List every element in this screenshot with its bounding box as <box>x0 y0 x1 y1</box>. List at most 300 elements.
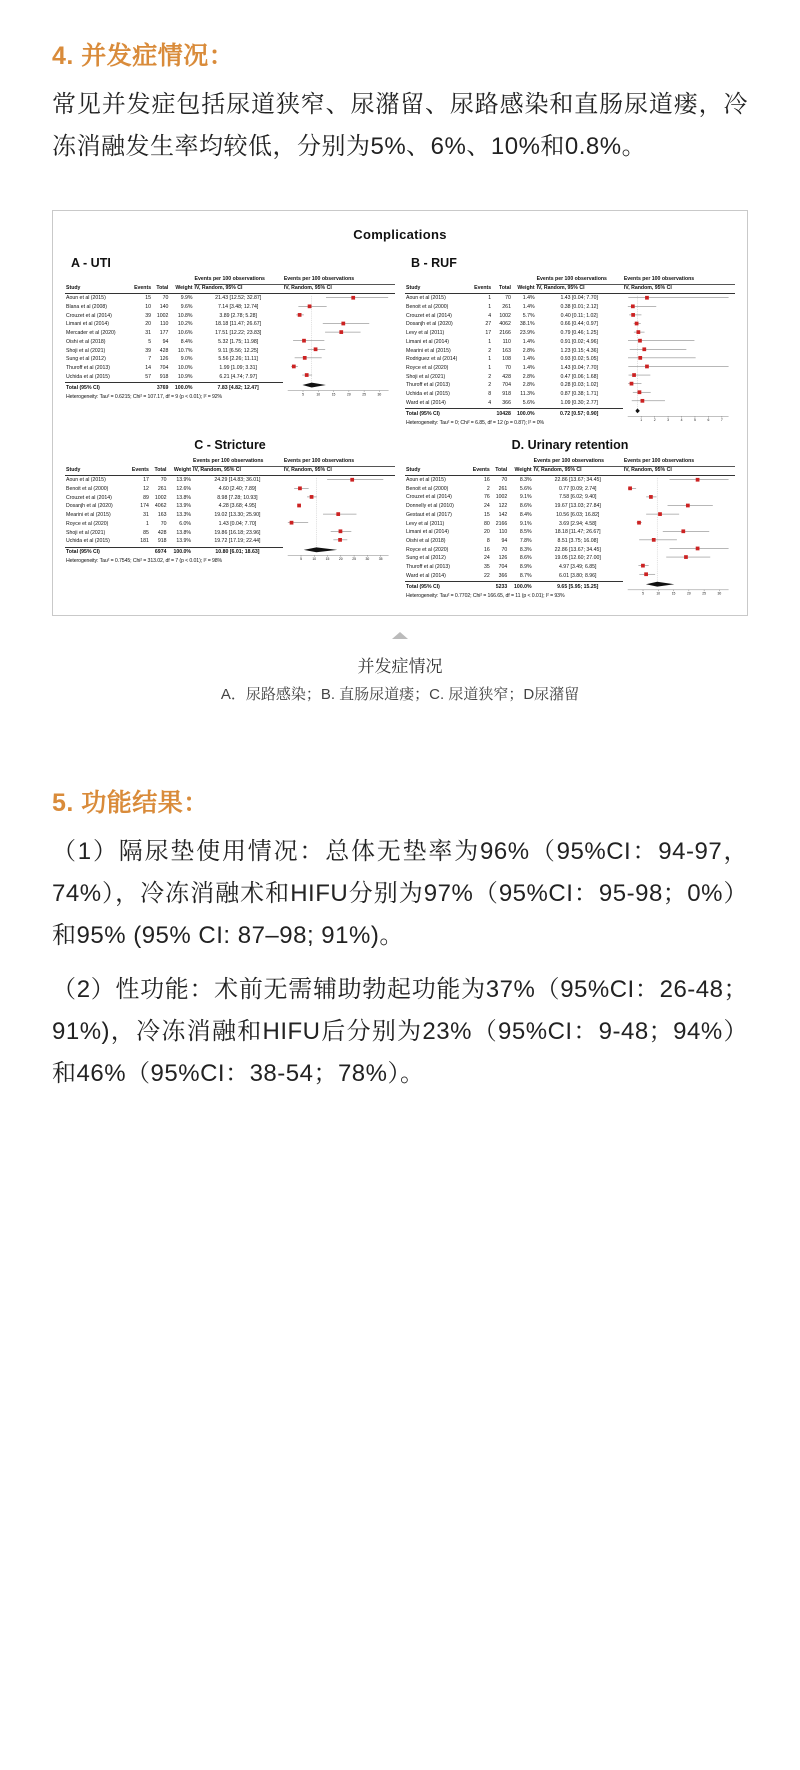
cell-weight: 8.9% <box>519 564 532 571</box>
cell-events: 31 <box>143 512 149 519</box>
cell-ci: 0.66 [0.44; 0.97] <box>560 321 598 328</box>
panel-d-label: D. Urinary retention <box>511 437 629 452</box>
cell-ci: 4.60 [2.40; 7.89] <box>218 485 257 492</box>
cell-weight: 8.4% <box>519 511 532 518</box>
col-header: Events <box>467 466 491 475</box>
svg-text:5: 5 <box>301 392 304 397</box>
cell-study: Uchida et al (2015) <box>66 538 110 545</box>
cell-ci: 1.09 [0.30; 2.77] <box>560 399 598 406</box>
cell-total: 110 <box>498 529 508 536</box>
cell-total: 70 <box>160 476 167 483</box>
cell-study: Limani et al (2014) <box>406 529 449 536</box>
cell-ci: 22.86 [13.67; 34.45] <box>554 546 601 553</box>
cell-events: 24 <box>484 555 490 562</box>
cell-study: Uchida et al (2015) <box>66 374 110 381</box>
cell-events: 2 <box>486 485 490 492</box>
cell-events: 12 <box>143 485 149 492</box>
cell-events: 27 <box>485 321 492 328</box>
cell-total: 1002 <box>156 312 169 319</box>
cell-total: 126 <box>498 555 508 562</box>
svg-text:7: 7 <box>720 418 723 423</box>
cell-weight: 8.6% <box>519 555 532 562</box>
cell-events: 15 <box>484 511 490 518</box>
cell-total-ci: 10.80 [6.01; 18.63] <box>192 547 283 558</box>
cell-study: Donnelly et al (2010) <box>406 503 454 510</box>
table-row <box>405 476 735 485</box>
panel-a-label: A - UTI <box>71 256 111 270</box>
panel-a-table-slot <box>65 276 395 402</box>
cell-weight: 8.5% <box>519 529 532 536</box>
cell-study: Limani et al (2014) <box>66 321 109 328</box>
panel-d-retention <box>405 434 735 601</box>
cell-study: Benoit et al (2000) <box>406 485 449 492</box>
cell-study: Benoit et al (2000) <box>66 485 109 492</box>
cell-ci: 19.72 [17.19; 22.44] <box>214 538 261 545</box>
cell-ci: 1.43 [0.04; 7.70] <box>218 520 257 527</box>
cell-study: Mearini et al (2015) <box>406 347 451 354</box>
cell-total: 918 <box>159 374 169 381</box>
cell-events: 10 <box>145 303 152 310</box>
cell-ci: 0.40 [0.11; 1.02] <box>560 312 598 319</box>
cell-study: Crouzet et al (2014) <box>406 494 452 501</box>
cell-study: Aoun et al (2015) <box>406 476 446 483</box>
cell-weight: 13.8% <box>176 529 192 536</box>
cell-total: 142 <box>498 511 508 518</box>
cell-study: Crouzet et al (2014) <box>406 312 452 319</box>
figure-caption <box>52 653 748 707</box>
cell-total: 108 <box>502 356 511 363</box>
section-4-paragraph: 常见并发症包括尿道狭窄、尿潴留、尿路感染和直肠尿道瘘，冷冻消融发生率均较低，分别为5%、6%、10%和0.8%。 <box>52 91 748 160</box>
cell-events: 2 <box>488 347 492 354</box>
cell-weight: 10.2% <box>177 321 193 328</box>
cell-ci: 0.47 [0.06; 1.68] <box>560 373 598 380</box>
cell-events: 35 <box>484 564 490 571</box>
cell-total-n: 3769 <box>152 383 169 394</box>
cell-events: 20 <box>145 321 152 328</box>
cell-weight: 1.4% <box>522 303 535 310</box>
cell-study: Ward et al (2014) <box>406 572 446 579</box>
cell-ci: 8.98 [7.28; 10.93] <box>217 494 258 501</box>
table-row <box>65 476 395 485</box>
svg-text:2: 2 <box>653 418 656 423</box>
cell-events: 8 <box>488 391 492 398</box>
cell-weight: 8.4% <box>180 338 193 345</box>
svg-text:30: 30 <box>377 392 382 397</box>
svg-text:10: 10 <box>312 557 316 562</box>
cell-events: 1 <box>488 338 492 345</box>
cell-weight: 8.3% <box>519 546 532 553</box>
cell-total: 110 <box>502 338 511 345</box>
cell-total-label: Total (95% CI) <box>405 408 469 419</box>
col-header: Events <box>126 466 150 475</box>
col-header: IV, Random, 95% CI <box>533 466 623 475</box>
cell-weight: 8.6% <box>519 503 532 510</box>
panel-c-stricture <box>65 434 395 601</box>
cell-study: Dosanjh et al (2020) <box>406 321 453 328</box>
cell-ci: 0.77 [0.09; 2.74] <box>558 485 597 492</box>
cell-weight: 2.8% <box>522 382 535 389</box>
cell-weight: 10.9% <box>177 374 193 381</box>
cell-ci: 1.23 [0.15; 4.36] <box>560 347 598 354</box>
cell-total-weight: 100.0% <box>508 581 532 592</box>
forest-table: Events per 100 observations Events per 100 observations Study Events Total Weight IV, Random, 95% CI IV, Random, 95% CI Aoun et al (2015) 15 70 9.9% 21.43 [12.52; 32.87] 5 10 15 20 25 30 Blana et al (2008) 10 140 9.6% 7.14 [3.48; 12.74] Crouzet et al (2014) 39 1002 10.8% 3.89 [2.78; 5.28] Limani et al (2014) 20 110 10.2% 18.18 [11.47; 26.67] Mercader et al (2020) 31 177 10.6% 17.51 [12.22; 23.83] Oishi et al (2018) 5 94 8.4% 5.32 [1.75; 11.98] Shoji et al (2021) 39 428 10.7% 9.11 [6.56; 12.25] Sung et al (2012) 7 126 9.0% 5.56 [2.26; 11.11] Thuroff et al (2013) 14 704 10.0% 1.99 [1.09; 3.31] Uchida et al (2015) 57 918 10.9% 6.21 [4.74; 7.97] Total (95% CI) 3769 100.0% 7.83 [4.82; 12.47] Heterogeneity: Tau² = 0.6215; Chi² = 107.17, df = 9 (p < 0.01); I² = 92% <box>65 276 395 402</box>
cell-total: 1002 <box>499 312 511 319</box>
cell-events: 89 <box>143 494 149 501</box>
svg-text:20: 20 <box>338 557 343 562</box>
cell-weight: 13.3% <box>176 512 192 519</box>
cell-ci: 6.01 [3.80; 8.96] <box>558 572 597 579</box>
table-row <box>405 294 735 303</box>
cell-events: 16 <box>484 546 490 553</box>
cell-ci: 4.97 [3.49; 6.85] <box>558 564 597 571</box>
cell-total-n: 5233 <box>491 581 508 592</box>
svg-text:5: 5 <box>641 591 644 596</box>
cell-total-ci: 0.72 [0.57; 0.90] <box>536 408 623 419</box>
cell-ci: 8.51 [3.75; 16.08] <box>557 537 598 544</box>
cell-total: 704 <box>159 365 169 372</box>
cell-weight: 8.3% <box>519 476 532 483</box>
cell-total: 918 <box>502 391 511 398</box>
cell-weight: 2.8% <box>522 373 535 380</box>
cell-weight: 10.6% <box>177 330 193 337</box>
cell-total-weight: 100.0% <box>169 383 193 394</box>
svg-text:5: 5 <box>299 557 302 562</box>
cell-study: Aoun et al (2015) <box>66 295 106 302</box>
cell-ci: 17.51 [12.22; 23.83] <box>215 330 262 337</box>
forest-plot <box>623 294 735 428</box>
cell-events: 2 <box>488 373 492 380</box>
cell-events: 8 <box>486 537 490 544</box>
cell-ci: 0.28 [0.03; 1.02] <box>560 382 598 389</box>
cell-weight: 23.9% <box>519 330 535 337</box>
svg-text:10: 10 <box>656 591 660 596</box>
cell-weight: 11.3% <box>520 391 535 398</box>
svg-text:25: 25 <box>702 591 706 596</box>
col-header: IV, Random, 95% CI <box>283 285 395 294</box>
cell-study: Blana et al (2008) <box>66 303 107 310</box>
cell-total: 94 <box>501 537 508 544</box>
cell-study: Royce et al (2020) <box>406 364 449 371</box>
cell-total: 163 <box>157 512 167 519</box>
forest-plot <box>283 476 395 567</box>
cell-total: 261 <box>498 485 508 492</box>
cell-events: 85 <box>143 529 149 536</box>
cell-weight: 8.7% <box>519 572 532 579</box>
cell-study: Uchida et al (2015) <box>406 391 450 398</box>
cell-ci: 0.38 [0.01; 2.12] <box>560 303 598 310</box>
cell-ci: 19.02 [13.30; 25.90] <box>214 512 261 519</box>
cell-total: 140 <box>159 303 169 310</box>
cell-total-n: 6974 <box>150 547 168 558</box>
col-header: Weight <box>169 285 193 294</box>
cell-total-label: Total (95% CI) <box>405 581 467 592</box>
cell-ci: 0.79 [0.46; 1.25] <box>560 330 598 337</box>
col-header: Total <box>150 466 168 475</box>
svg-text:25: 25 <box>352 557 356 562</box>
cell-total-weight: 100.0% <box>512 408 536 419</box>
cell-weight: 6.0% <box>179 520 192 527</box>
cell-events: 76 <box>484 494 490 501</box>
cell-study: Oishi et al (2018) <box>66 338 106 345</box>
panel-b-table-slot <box>405 276 735 428</box>
cell-study: Mearini et al (2015) <box>66 512 111 519</box>
cell-total: 704 <box>502 382 511 389</box>
cell-events: 22 <box>484 572 490 579</box>
cell-study: Royce et al (2020) <box>406 546 449 553</box>
cell-events: 1 <box>488 303 492 310</box>
cell-ci: 0.91 [0.02; 4.96] <box>560 338 598 345</box>
cell-events: 4 <box>488 312 492 319</box>
cell-total: 110 <box>160 321 169 328</box>
cell-events: 7 <box>148 356 152 363</box>
cell-ci: 3.69 [2.94; 4.58] <box>558 520 597 527</box>
cell-study: Limani et al (2014) <box>406 338 449 345</box>
cell-total: 4062 <box>499 321 511 328</box>
cell-weight: 1.4% <box>522 338 535 345</box>
col-header: Study <box>405 285 469 294</box>
cell-total-label: Total (95% CI) <box>65 547 126 558</box>
svg-text:15: 15 <box>325 557 330 562</box>
panel-d-table-slot <box>405 458 735 601</box>
cell-ci: 7.58 [6.02; 9.40] <box>558 494 597 501</box>
cell-events: 1 <box>146 520 149 527</box>
cell-study: Crouzet et al (2014) <box>66 494 112 501</box>
cell-total: 261 <box>157 485 167 492</box>
cell-ci: 24.29 [14.83; 36.01] <box>214 476 261 483</box>
cell-ci: 5.56 [2.26; 11.11] <box>218 356 258 363</box>
cell-weight: 13.9% <box>176 503 192 510</box>
cell-ci: 1.43 [0.04; 7.70] <box>560 364 598 371</box>
forest-table: Events per 100 observations Events per 100 observations Study Events Total Weight IV, Random, 95% CI IV, Random, 95% CI Aoun et al (2015) 17 70 13.9% 24.29 [14.83; 36.01] 5 10 15 20 25 30 35 Benoit et al (2000) 12 261 12.6% 4.60 [2.40; 7.89] Crouzet et al (2014) 89 1002 13.8% 8.98 [7.28; 10.93] Dosanjh et al (2020) 174 4062 13.9% 4.28 [3.68; 4.95] Mearini et al (2015) 31 163 13.3% 19.02 [13.30; 25.90] Royce et al (2020) 1 70 6.0% 1.43 [0.04; 7.70] Shoji et al (2021) 85 428 13.8% 19.86 [16.18; 23.96] Uchida et al (2015) 181 918 13.9% 19.72 [17.19; 22.44] Total (95% CI) 6974 100.0% 10.80 [6.01; 18.63] Heterogeneity: Tau² = 0.7545; Chi² = 313.02, df = 7 (p < 0.01); I² = 98% <box>65 458 395 567</box>
cell-events: 1 <box>488 364 492 371</box>
cell-study: Sung et al (2012) <box>66 356 106 363</box>
cell-weight: 1.4% <box>522 295 535 302</box>
cell-study: Gestaut et al (2017) <box>406 511 452 518</box>
cell-ci: 5.32 [1.75; 11.98] <box>218 338 259 345</box>
cell-total: 261 <box>502 303 511 310</box>
cell-study: Ward et al (2014) <box>406 399 446 406</box>
cell-total: 94 <box>162 338 169 345</box>
cell-total: 1002 <box>154 494 167 501</box>
col-header: IV, Random, 95% CI <box>623 285 735 294</box>
cell-total: 366 <box>498 572 508 579</box>
heterogeneity-text: Heterogeneity: Tau² = 0.6215; Chi² = 107.17, df = 9 (p < 0.01); I² = 92% <box>66 393 223 400</box>
col-header: IV, Random, 95% CI <box>283 466 395 475</box>
cell-total: 70 <box>505 364 511 371</box>
cell-weight: 1.4% <box>522 356 535 363</box>
cell-total: 122 <box>498 503 508 510</box>
cell-events: 16 <box>484 476 490 483</box>
forest-plot <box>283 294 395 402</box>
table-row <box>65 294 395 303</box>
svg-text:10: 10 <box>316 392 320 397</box>
cell-total-events <box>126 547 150 558</box>
cell-events: 174 <box>140 503 149 510</box>
cell-study: Dosanjh et al (2020) <box>66 503 113 510</box>
forest-table: Events per 100 observations Events per 100 observations Study Events Total Weight IV, Random, 95% CI IV, Random, 95% CI Aoun et al (2015) 1 70 1.4% 1.43 [0.04; 7.70] 1 2 3 4 5 6 7 Benoit et al (2000) 1 261 1.4% 0.38 [0.01; 2.12] Crouzet et al (2014) 4 1002 5.7% 0.40 [0.11; 1.02] Dosanjh et al (2020) 27 4062 38.1% 0.66 [0.44; 0.97] Levy et al (2011) 17 2166 23.9% 0.79 [0.46; 1.25] Limani et al (2014) 1 110 1.4% 0.91 [0.02; 4.96] Mearini et al (2015) 2 163 2.8% 1.23 [0.15; 4.36] Rodriguez et al (2014) 1 108 1.4% 0.93 [0.02; 5.05] Royce et al (2020) 1 70 1.4% 1.43 [0.04; 7.70] Shoji et al (2021) 2 428 2.8% 0.47 [0.06; 1.68] Thuroff et al (2013) 2 704 2.8% 0.28 [0.03; 1.02] Uchida et al (2015) 8 918 11.3% 0.87 [0.38; 1.71] Ward et al (2014) 4 366 5.6% 1.09 [0.30; 2.77] Total (95% CI) 10428 100.0% 0.72 [0.57; 0.90] Heterogeneity: Tau² = 0; Chi² = 6.85, df = 12 (p = 0.87); I² = 0% <box>405 276 735 428</box>
svg-text:15: 15 <box>671 591 676 596</box>
cell-ci: 7.14 [3.48; 12.74] <box>217 303 259 310</box>
cell-ci: 0.87 [0.38; 1.71] <box>560 391 598 398</box>
cell-weight: 5.6% <box>519 485 532 492</box>
cell-weight: 5.6% <box>522 399 535 406</box>
cell-study: Royce et al (2020) <box>66 520 109 527</box>
cell-total: 4062 <box>154 503 167 510</box>
cell-study: Mercader et al (2020) <box>66 330 116 337</box>
cell-study: Thuroff et al (2013) <box>406 564 451 571</box>
cell-total: 177 <box>159 330 169 337</box>
panel-b-ruf <box>405 252 735 428</box>
cell-total: 70 <box>501 476 508 483</box>
cell-ci: 22.86 [13.67; 34.45] <box>554 476 601 483</box>
cell-total: 704 <box>498 564 508 571</box>
cell-weight: 9.1% <box>519 520 532 527</box>
cell-weight: 10.8% <box>177 312 193 319</box>
cell-events: 17 <box>485 330 492 337</box>
svg-text:30: 30 <box>717 591 722 596</box>
cell-study: Benoit et al (2000) <box>406 303 449 310</box>
svg-text:30: 30 <box>365 557 370 562</box>
cell-total-ci: 7.83 [4.82; 12.47] <box>194 383 283 394</box>
forest-plot <box>623 476 735 601</box>
figure-complications <box>52 210 748 616</box>
svg-text:4: 4 <box>680 418 683 423</box>
figure-title: Complications <box>353 227 447 242</box>
panel-b-label: B - RUF <box>411 256 457 270</box>
cell-ci: 6.21 [4.74; 7.97] <box>219 374 257 381</box>
cell-ci: 4.28 [3.68; 4.95] <box>218 503 257 510</box>
cell-weight: 13.8% <box>176 494 192 501</box>
cell-study: Rodriguez et al (2014) <box>406 356 458 363</box>
cell-total: 163 <box>502 347 511 354</box>
cell-weight: 10.0% <box>177 365 193 372</box>
cell-study: Thuroff et al (2013) <box>406 382 451 389</box>
cell-events: 31 <box>145 330 152 337</box>
cell-ci: 18.18 [11.47; 26.67] <box>215 321 262 328</box>
col-header: Weight <box>508 466 532 475</box>
cell-ci: 10.56 [6.03; 16.82] <box>556 511 600 518</box>
forest-panel-grid <box>65 252 735 601</box>
cell-total: 918 <box>157 538 167 545</box>
cell-total-weight: 100.0% <box>167 547 192 558</box>
cell-total: 70 <box>505 295 511 302</box>
cell-ci: 21.43 [12.52; 32.87] <box>215 295 262 302</box>
cell-events: 1 <box>488 356 492 363</box>
cell-weight: 1.4% <box>522 364 535 371</box>
cell-total: 126 <box>159 356 169 363</box>
cell-weight: 13.9% <box>176 476 192 483</box>
cell-ci: 1.43 [0.04; 7.70] <box>560 295 598 302</box>
svg-text:3: 3 <box>666 418 669 423</box>
cell-weight: 9.6% <box>180 303 193 310</box>
cell-study: Oishi et al (2018) <box>406 537 446 544</box>
cell-events: 5 <box>148 338 152 345</box>
cell-total-events <box>467 581 491 592</box>
cell-total: 428 <box>159 347 169 354</box>
col-header: Weight <box>512 285 536 294</box>
cell-total-ci: 9.65 [5.95; 15.25] <box>533 581 623 592</box>
cell-study: Levy et al (2011) <box>406 330 445 337</box>
cell-events: 80 <box>484 520 490 527</box>
collapse-caret-icon[interactable] <box>392 632 408 639</box>
heterogeneity-text: Heterogeneity: Tau² = 0.7702; Chi² = 166.65, df = 11 (p < 0.01); I² = 93% <box>406 592 565 599</box>
col-header: IV, Random, 95% CI <box>194 285 283 294</box>
cell-total-n: 10428 <box>492 408 512 419</box>
col-header: Total <box>491 466 508 475</box>
cell-ci: 19.05 [12.60; 27.00] <box>554 555 601 562</box>
cell-events: 20 <box>484 529 490 536</box>
cell-weight: 7.8% <box>519 537 532 544</box>
cell-study: Aoun et al (2015) <box>406 295 446 302</box>
col-header: Events <box>469 285 492 294</box>
section-5-paragraph-2: （2）性功能：术前无需辅助勃起功能为37%（95%CI：26-48；91%)，冷冻消融和HIFU后分别为23%（95%CI：9-48；94%）和46%（95%CI：38-54；78%）。 <box>52 976 748 1088</box>
cell-events: 15 <box>145 295 152 302</box>
col-header: Total <box>492 285 512 294</box>
cell-total: 428 <box>157 529 167 536</box>
cell-total: 70 <box>501 546 508 553</box>
cell-study: Thuroff et al (2013) <box>66 365 111 372</box>
heterogeneity-text: Heterogeneity: Tau² = 0.7545; Chi² = 313.02, df = 7 (p < 0.01); I² = 98% <box>66 558 223 565</box>
cell-total-events <box>469 408 492 419</box>
panel-c-table-slot <box>65 458 395 567</box>
cell-total: 70 <box>162 295 169 302</box>
cell-ci: 19.86 [16.18; 23.96] <box>214 529 261 536</box>
cell-ci: 0.93 [0.02; 5.05] <box>560 356 598 363</box>
heterogeneity-text: Heterogeneity: Tau² = 0; Chi² = 6.85, df = 12 (p = 0.87); I² = 0% <box>406 419 545 426</box>
cell-study: Aoun et al (2015) <box>66 476 106 483</box>
cell-total-label: Total (95% CI) <box>65 383 129 394</box>
svg-text:35: 35 <box>378 557 383 562</box>
svg-text:15: 15 <box>331 392 336 397</box>
cell-weight: 10.7% <box>177 347 193 354</box>
svg-text:1: 1 <box>640 418 642 423</box>
svg-text:5: 5 <box>693 418 696 423</box>
cell-ci: 19.67 [13.03; 27.84] <box>554 503 601 510</box>
svg-text:6: 6 <box>707 418 710 423</box>
svg-text:25: 25 <box>362 392 366 397</box>
cell-study: Shoji et al (2021) <box>66 347 106 354</box>
cell-weight: 13.9% <box>176 538 192 545</box>
section-5-paragraph-1: （1）隔尿垫使用情况：总体无垫率为96%（95%CI：94-97，74%），冷冻消融术和HIFU分别为97%（95%CI：95-98；0%）和95% (95% CI: 87–98; 91%)。 <box>52 838 748 950</box>
figure-caption-sub: A．尿路感染；B. 直肠尿道瘘；C. 尿道狭窄；D尿潴留 <box>220 685 580 703</box>
cell-events: 39 <box>145 312 152 319</box>
col-header: IV, Random, 95% CI <box>192 466 283 475</box>
panel-a-uti <box>65 252 395 428</box>
cell-weight: 9.1% <box>519 494 532 501</box>
col-header: Weight <box>167 466 192 475</box>
col-header: Study <box>405 466 467 475</box>
cell-study: Shoji et al (2021) <box>66 529 106 536</box>
cell-total: 2166 <box>499 330 511 337</box>
cell-total: 366 <box>502 399 511 406</box>
col-header: Events <box>129 285 152 294</box>
cell-total: 70 <box>160 520 167 527</box>
cell-events: 2 <box>488 382 492 389</box>
cell-events: 14 <box>145 365 152 372</box>
cell-ci: 3.89 [2.78; 5.28] <box>219 312 257 319</box>
cell-events: 24 <box>484 503 490 510</box>
cell-study: Shoji et al (2021) <box>406 373 446 380</box>
cell-total-events <box>129 383 152 394</box>
cell-study: Levy et al (2011) <box>406 520 445 527</box>
col-header: Total <box>152 285 169 294</box>
section-5-heading: 5. 功能结果： <box>52 789 209 818</box>
col-header: IV, Random, 95% CI <box>536 285 623 294</box>
figure-caption-main: 并发症情况 <box>357 656 443 676</box>
cell-total: 2166 <box>495 520 508 527</box>
cell-weight: 9.9% <box>180 295 193 302</box>
cell-events: 1 <box>488 295 492 302</box>
